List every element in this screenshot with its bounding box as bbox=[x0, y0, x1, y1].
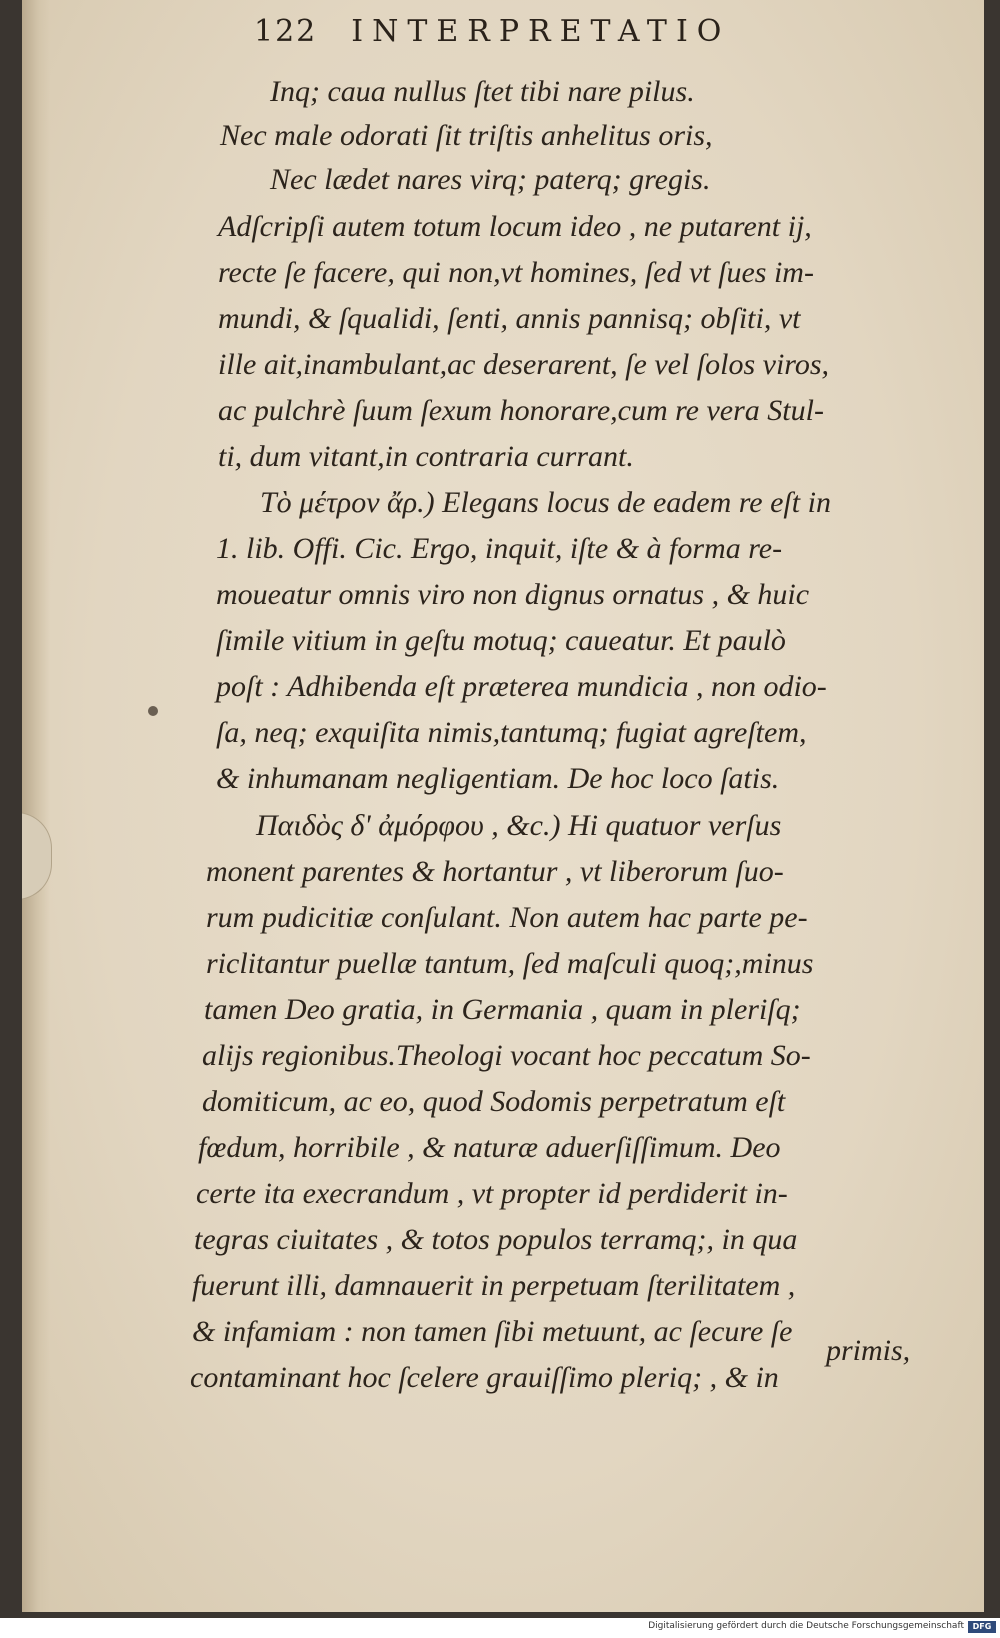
text-line: 1. lib. Offi. Cic. Ergo, inquit, iſte & à forma re- bbox=[216, 532, 783, 565]
text-line: ſimile vitium in geſtu motuq; caueatur. Et paulò bbox=[216, 624, 786, 657]
ink-spot bbox=[148, 706, 158, 716]
text-line: ti, dum vitant,in contraria currant. bbox=[218, 440, 634, 473]
text-line: Παιδὸς δ' ἀμόρφου , &c.) Hi quatuor verſus bbox=[256, 809, 782, 842]
text-line: Inq; caua nullus ſtet tibi nare pilus. bbox=[270, 75, 695, 108]
text-line: Adſcripſi autem totum locum ideo , ne putarent ij, bbox=[218, 210, 812, 243]
text-line: Τὸ μέτρον ἄρ.) Elegans locus de eadem re eſt in bbox=[260, 486, 831, 519]
text-line: contaminant hoc ſcelere grauiſſimo pleriq; , & in bbox=[190, 1361, 779, 1394]
text-line: rum pudicitiæ conſulant. Non autem hac parte pe- bbox=[206, 901, 808, 934]
text-line: poſt : Adhibenda eſt præterea mundicia , non odio- bbox=[216, 670, 827, 703]
text-line: ſa, neq; exquiſita nimis,tantumq; fugiat agreſtem, bbox=[216, 716, 807, 749]
text-line: mundi, & ſqualidi, ſenti, annis pannisq; obſiti, vt bbox=[218, 302, 801, 335]
catchword: primis, bbox=[826, 1334, 911, 1367]
text-line: & infamiam : non tamen ſibi metuunt, ac ſecure ſe bbox=[192, 1315, 793, 1348]
text-line: & inhumanam negligentiam. De hoc loco ſatis. bbox=[216, 762, 780, 795]
running-title: INTERPRETATIO bbox=[351, 14, 731, 49]
text-line: moueatur omnis viro non dignus ornatus , & huic bbox=[216, 578, 810, 611]
text-line: fœdum, horribile , & naturæ aduerſiſſimum. Deo bbox=[198, 1131, 781, 1164]
page-number: 122 bbox=[254, 14, 318, 49]
dfg-logo: DFG bbox=[968, 1621, 996, 1633]
text-line: domiticum, ac eo, quod Sodomis perpetratum eſt bbox=[202, 1085, 786, 1118]
text-line: riclitantur puellæ tantum, ſed maſculi quoq;,minus bbox=[206, 947, 814, 980]
text-line: Nec lædet nares virq; paterq; gregis. bbox=[270, 163, 711, 196]
running-head bbox=[254, 14, 894, 62]
text-line: ac pulchrè ſuum ſexum honorare,cum re vera Stul- bbox=[218, 394, 824, 427]
text-line: ille ait,inambulant,ac deserarent, ſe vel ſolos viros, bbox=[218, 348, 830, 381]
text-line: certe ita execrandum , vt propter id perdiderit in- bbox=[196, 1177, 788, 1210]
text-line: tamen Deo gratia, in Germania , quam in pleriſq; bbox=[204, 993, 801, 1026]
text-line: fuerunt illi, damnauerit in perpetuam ſterilitatem , bbox=[192, 1269, 796, 1302]
text-line: monent parentes & hortantur , vt liberorum ſuo- bbox=[206, 855, 784, 888]
digitization-footer bbox=[0, 1618, 1000, 1638]
book-page bbox=[22, 0, 984, 1612]
text-line: Nec male odorati ſit triſtis anhelitus oris, bbox=[220, 119, 713, 152]
text-line: tegras ciuitates , & totos populos terramq;, in qua bbox=[194, 1223, 798, 1256]
text-line: alijs regionibus.Theologi vocant hoc peccatum So- bbox=[202, 1039, 811, 1072]
footer-credit: Digitalisierung gefördert durch die Deutsche Forschungsgemeinschaft bbox=[648, 1621, 964, 1631]
page-gutter bbox=[22, 0, 50, 1612]
text-line: recte ſe facere, qui non,vt homines, ſed vt ſues im- bbox=[218, 256, 814, 289]
